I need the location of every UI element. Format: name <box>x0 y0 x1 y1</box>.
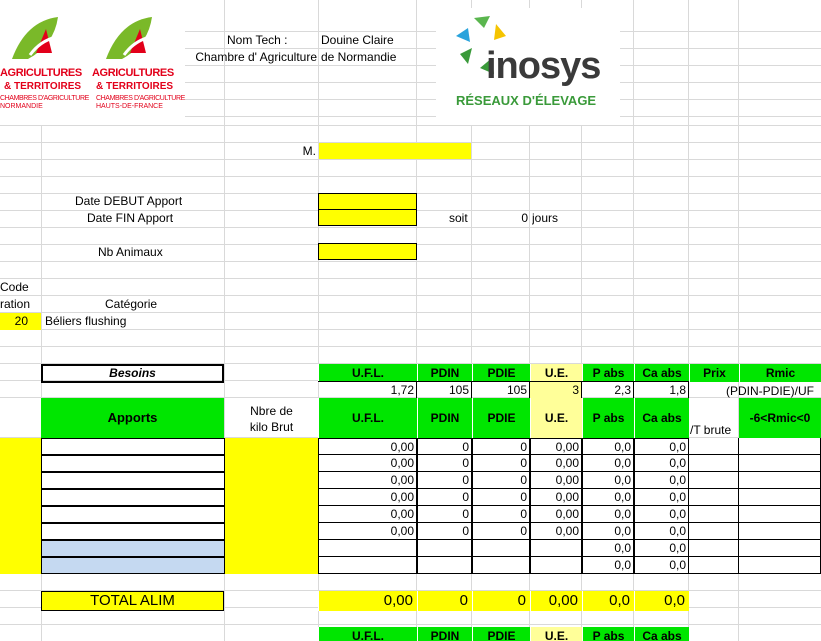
apports-cell: 0,00 <box>530 455 582 472</box>
kilo-brut-line1: Nbre de <box>250 404 293 418</box>
logo2-line3: CHAMBRES D'AGRICULTURE <box>96 95 185 102</box>
logo2-line4: HAUTS-DE-FRANCE <box>96 103 163 110</box>
apports-header-cell: U.E. <box>530 398 582 438</box>
apports-cell: 0,0 <box>582 506 634 523</box>
apports-cell <box>530 557 582 574</box>
jours-label: jours <box>532 211 559 225</box>
apports-extra-cell <box>689 540 739 557</box>
apports-cell: 0 <box>417 472 472 489</box>
besoins-header-cell: PDIN <box>417 364 472 382</box>
nom-tech-label: Nom Tech : <box>227 33 288 47</box>
besoins-header-cell: U.F.L. <box>318 364 417 382</box>
apports-extra-cell <box>689 472 739 489</box>
besoins-value-cell: 3 <box>530 381 582 398</box>
rmic-range-header <box>739 398 821 438</box>
chambre-value[interactable]: de Normandie <box>321 50 397 64</box>
apports-cell: 0 <box>472 455 530 472</box>
apports-extra-cell <box>739 557 821 574</box>
apports-cell <box>318 557 417 574</box>
total-value-cell: 0,00 <box>318 591 417 611</box>
besoins-label <box>41 364 224 383</box>
apports-cell: 0,0 <box>582 438 634 455</box>
logo1-line4: NORMANDIE <box>0 103 43 110</box>
besoins-value-cell: 1,8 <box>634 381 689 398</box>
chambre-agriculture-hdf-logo <box>92 15 184 115</box>
apports-extra-cell <box>739 438 821 455</box>
apports-cell: 0 <box>417 506 472 523</box>
nom-tech-value[interactable]: Douine Claire <box>321 33 394 47</box>
days-value: 0 <box>521 211 528 225</box>
apports-cell: 0,00 <box>530 489 582 506</box>
code-label: Code <box>0 280 29 294</box>
apports-cell <box>530 540 582 557</box>
feed-name-input[interactable] <box>41 557 225 574</box>
inosys-subtitle: RÉSEAUX D'ÉLEVAGE <box>456 93 597 108</box>
total-value-cell: 0,00 <box>530 591 582 611</box>
apports-cell: 0,00 <box>318 438 417 455</box>
footer-header-cell: U.E. <box>530 627 582 641</box>
categorie-value[interactable]: Béliers flushing <box>45 314 127 328</box>
logo2-line2: & TERRITOIRES <box>96 81 174 92</box>
apports-cell: 0,00 <box>530 523 582 540</box>
date-debut-input[interactable] <box>318 193 417 210</box>
apports-extra-cell <box>689 455 739 472</box>
apports-cell: 0,0 <box>582 489 634 506</box>
apports-cell <box>472 540 530 557</box>
logo1-line3: CHAMBRES D'AGRICULTURE <box>0 95 89 102</box>
apports-cell: 0,00 <box>318 455 417 472</box>
apports-cell: 0 <box>472 438 530 455</box>
apports-extra-cell <box>739 455 821 472</box>
apports-extra-cell <box>689 506 739 523</box>
footer-header-cell: Ca abs <box>634 627 689 641</box>
total-value-cell: 0,0 <box>634 591 689 611</box>
m-name-input[interactable] <box>319 143 471 159</box>
apports-header-cell: PDIE <box>472 398 530 438</box>
code-ration-input[interactable]: 20 <box>0 313 41 330</box>
apports-cell: 0,00 <box>530 438 582 455</box>
apports-cell <box>417 540 472 557</box>
apports-cell <box>318 540 417 557</box>
feed-name-input[interactable] <box>41 540 225 557</box>
logo1-line1: AGRICULTURES <box>0 67 82 79</box>
apports-extra-cell <box>739 540 821 557</box>
besoins-value-cell: 105 <box>472 381 530 398</box>
apports-cell: 0 <box>472 506 530 523</box>
nb-animaux-input[interactable] <box>318 243 417 260</box>
soit-label: soit <box>449 211 468 225</box>
apports-cell: 0,00 <box>530 472 582 489</box>
prix-brute-label: /T brute <box>690 423 732 437</box>
apports-cell: 0,0 <box>582 455 634 472</box>
apports-extra-cell <box>689 438 739 455</box>
apports-cell: 0,0 <box>634 506 689 523</box>
apports-extra-cell <box>739 489 821 506</box>
apports-header <box>41 398 224 438</box>
apports-cell: 0,00 <box>318 489 417 506</box>
apports-cell: 0,0 <box>582 472 634 489</box>
apports-cell <box>417 557 472 574</box>
kilo-brut-header <box>225 403 318 435</box>
apports-header-text: Apports <box>107 410 158 425</box>
footer-header-cell: U.F.L. <box>318 627 417 641</box>
apports-extra-cell <box>689 489 739 506</box>
apports-cell: 0,00 <box>318 472 417 489</box>
apports-extra-cell <box>689 557 739 574</box>
apports-cell: 0,00 <box>530 506 582 523</box>
apports-cell: 0,0 <box>634 540 689 557</box>
kilo-brut-line2: kilo Brut <box>249 420 294 434</box>
apports-cell: 0 <box>472 523 530 540</box>
feed-name-input[interactable] <box>41 438 225 455</box>
apports-cell: 0,00 <box>318 523 417 540</box>
feed-name-input[interactable] <box>41 489 225 506</box>
apports-header-cell: PDIN <box>417 398 472 438</box>
chambre-agriculture-normandie-logo <box>0 15 90 115</box>
footer-header-cell: PDIE <box>472 627 530 641</box>
apports-extra-cell <box>739 523 821 540</box>
footer-header-cell: PDIN <box>417 627 472 641</box>
apports-extra-cell <box>739 506 821 523</box>
date-debut-label: Date DEBUT Apport <box>75 194 183 208</box>
logo2-line1: AGRICULTURES <box>92 67 174 79</box>
besoins-label-text: Besoins <box>109 366 156 380</box>
total-value-cell: 0,0 <box>582 591 634 611</box>
logo1-line2: & TERRITOIRES <box>4 81 82 92</box>
apports-cell: 0,0 <box>634 472 689 489</box>
besoins-header-cell: P abs <box>582 364 634 382</box>
apports-cell: 0 <box>417 523 472 540</box>
apports-cell: 0 <box>472 472 530 489</box>
apports-cell: 0,0 <box>634 557 689 574</box>
apports-cell: 0 <box>472 489 530 506</box>
besoins-value-cell: 2,3 <box>582 381 634 398</box>
footer-header-cell: P abs <box>582 627 634 641</box>
apports-cell: 0,0 <box>634 455 689 472</box>
besoins-header-cell: Rmic <box>739 364 821 382</box>
kilo-brut-column[interactable] <box>225 438 318 574</box>
apports-cell: 0,0 <box>582 540 634 557</box>
m-label: M. <box>302 144 316 158</box>
apports-cell: 0,0 <box>634 438 689 455</box>
total-alim-text: TOTAL ALIM <box>90 592 175 609</box>
apports-header-cell: Ca abs <box>634 398 689 438</box>
chambre-label: Chambre d' Agriculture <box>195 50 317 64</box>
total-value-cell: 0 <box>472 591 530 611</box>
apports-cell: 0 <box>417 489 472 506</box>
besoins-value-cell: 105 <box>417 381 472 398</box>
categorie-label: Catégorie <box>105 297 158 311</box>
agricultures-leaf-icon <box>100 15 160 65</box>
besoins-header-cell: PDIE <box>472 364 530 382</box>
inosys-wordmark: inosys <box>486 46 601 86</box>
rmic-range-text: -6<Rmic<0 <box>749 411 811 425</box>
apports-cell <box>472 557 530 574</box>
ration-label: ration <box>0 297 31 311</box>
date-fin-label: Date FIN Apport <box>87 211 174 225</box>
agricultures-leaf-icon <box>6 15 66 65</box>
feed-name-input[interactable] <box>41 506 225 523</box>
apports-cell: 0,0 <box>634 489 689 506</box>
apports-code-column[interactable] <box>0 438 41 574</box>
besoins-header-cell: U.E. <box>530 364 582 382</box>
feed-name-input[interactable] <box>41 523 225 540</box>
total-value-cell: 0 <box>417 591 472 611</box>
apports-cell: 0,00 <box>318 506 417 523</box>
apports-cell: 0,0 <box>634 523 689 540</box>
apports-header-cell: U.F.L. <box>318 398 417 438</box>
apports-cell: 0,0 <box>582 523 634 540</box>
apports-cell: 0 <box>417 455 472 472</box>
feed-name-input[interactable] <box>41 472 225 489</box>
inosys-logo <box>436 8 620 125</box>
date-fin-input[interactable] <box>318 209 417 226</box>
nb-animaux-label: Nb Animaux <box>98 245 163 259</box>
rmic-formula: (PDIN-PDIE)/UF <box>726 384 814 398</box>
apports-extra-cell <box>739 472 821 489</box>
apports-cell: 0 <box>417 438 472 455</box>
apports-extra-cell <box>689 523 739 540</box>
total-alim-label <box>41 591 224 611</box>
besoins-value-cell: 1,72 <box>318 381 417 398</box>
feed-name-input[interactable] <box>41 455 225 472</box>
besoins-header-cell: Ca abs <box>634 364 689 382</box>
apports-header-cell: P abs <box>582 398 634 438</box>
apports-cell: 0,0 <box>582 557 634 574</box>
besoins-header-cell: Prix <box>689 364 739 382</box>
